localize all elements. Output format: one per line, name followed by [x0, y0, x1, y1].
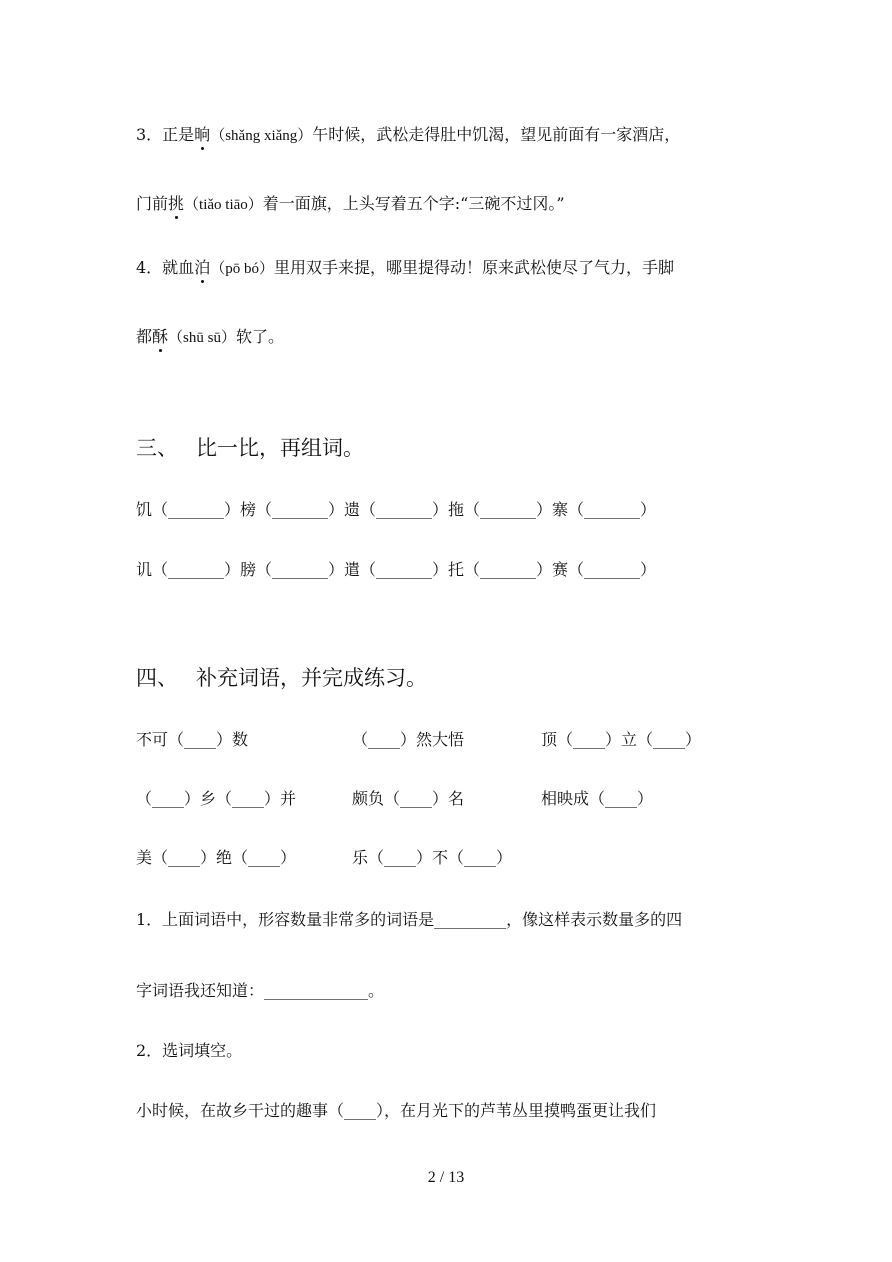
q4-line-1 — [136, 258, 674, 279]
section-4-heading — [136, 665, 427, 691]
section-title: 补充词语，并完成练习。 — [196, 666, 427, 690]
pinyin-choice: （pō bó） — [210, 261, 274, 277]
q3-text: 午时候，武松走得肚中饥渴，望见前面有一家酒店， — [312, 125, 681, 144]
compare-row-2: 讥（_______）膀（_______）遣（_______）托（_______）赛（_______） — [136, 560, 657, 579]
idiom-cell: 颇负（____）名 — [352, 789, 465, 808]
exercise-1-line-1: 1．上面词语中，形容数量非常多的词语是_________，像这样表示数量多的四 — [136, 910, 683, 929]
idiom-cell: 美（____）绝（____） — [136, 848, 297, 867]
idiom-cell: 不可（____）数 — [136, 730, 249, 749]
q4-text: 4．就血 — [136, 258, 195, 277]
pinyin-choice: （tiǎo tiāo） — [184, 197, 263, 213]
dotted-char: 晌 — [194, 125, 211, 144]
passage-line: 小时候，在故乡干过的趣事（____），在月光下的芦苇丛里摸鸭蛋更让我们 — [136, 1101, 657, 1120]
section-title: 比一比，再组词。 — [196, 436, 364, 460]
q3-text: 门前 — [136, 194, 169, 213]
exercise-1-line-2: 字词语我还知道：_____________。 — [136, 981, 385, 1000]
q4-text: 里用双手来提，哪里提得动！原来武松使尽了气力，手脚 — [273, 258, 674, 277]
q3-line-2 — [136, 194, 565, 215]
q3-line-1 — [136, 125, 680, 146]
pinyin-choice: （shǎng xiǎng） — [210, 128, 313, 144]
dotted-char: 挑 — [168, 194, 185, 213]
exercise-2-label: 2．选词填空。 — [136, 1041, 243, 1060]
compare-row-1: 饥（_______）榜（_______）遗（_______）拖（_______）寨（_______） — [136, 500, 657, 519]
section-number: 三、 — [136, 436, 178, 460]
q4-line-2 — [136, 327, 284, 348]
q4-text: 软了。 — [235, 327, 284, 346]
dotted-char: 酥 — [152, 327, 169, 346]
section-3-heading — [136, 435, 364, 461]
idiom-cell: 乐（____）不（____） — [352, 848, 513, 867]
idiom-cell: （____）乡（____）并 — [136, 789, 297, 808]
idiom-cell: 相映成（____） — [541, 789, 654, 808]
idiom-cell: （____）然大悟 — [352, 730, 465, 749]
section-number: 四、 — [136, 666, 178, 690]
page-number: 2 / 13 — [427, 1169, 465, 1186]
idiom-cell: 顶（____）立（____） — [541, 730, 702, 749]
q3-text: 着一面旗，上头写着五个字:“三碗不过冈。” — [262, 194, 565, 213]
dotted-char: 泊 — [194, 258, 211, 277]
q3-text: 3．正是 — [136, 125, 195, 144]
q4-text: 都 — [136, 327, 153, 346]
pinyin-choice: （shū sū） — [168, 330, 236, 346]
